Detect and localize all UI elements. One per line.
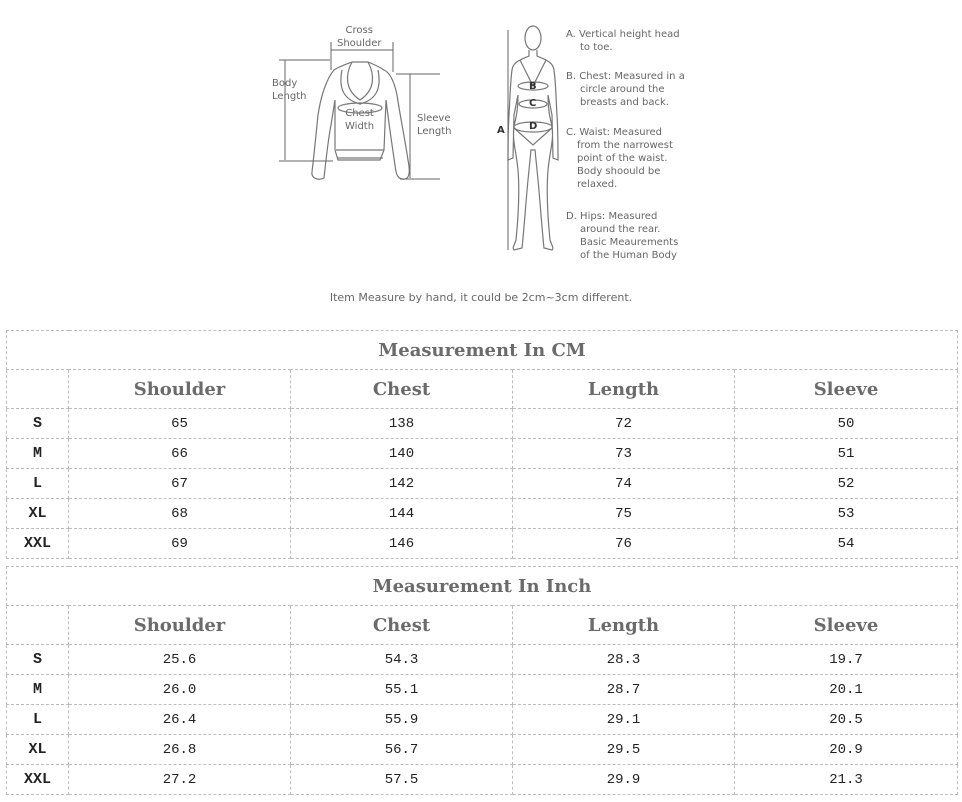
table-cell: 57.5 (291, 765, 513, 795)
size-label: L (7, 469, 69, 499)
table-cell: 72 (513, 409, 735, 439)
column-header: Length (513, 606, 735, 645)
table-cell: 26.4 (69, 705, 291, 735)
sleeve-length-label: Sleeve Length (417, 113, 452, 137)
table-cell: 20.9 (735, 735, 958, 765)
table-header-row (7, 370, 958, 409)
table-cell: 21.3 (735, 765, 958, 795)
table-cell: 144 (291, 499, 513, 529)
definition-a: A. Vertical height head to toe. (566, 29, 680, 53)
size-label: L (7, 705, 69, 735)
size-label: M (7, 675, 69, 705)
size-table-inch (6, 566, 958, 795)
size-label: XXL (7, 529, 69, 559)
table-cell: 69 (69, 529, 291, 559)
size-label: XL (7, 499, 69, 529)
size-header-cell (7, 606, 69, 645)
definition-c: C. Waist: Measured from the narrowest point of the waist. Body shoould be relaxed. (566, 127, 673, 190)
column-header: Shoulder (69, 606, 291, 645)
cross-shoulder-label: Cross Shoulder (337, 25, 382, 49)
table-cell: 29.5 (513, 735, 735, 765)
size-label: S (7, 645, 69, 675)
table-cell: 66 (69, 439, 291, 469)
table-row (7, 529, 958, 559)
measurement-diagram (0, 0, 962, 330)
table-cell: 52 (735, 469, 958, 499)
size-label: S (7, 409, 69, 439)
table-cell: 73 (513, 439, 735, 469)
table-cell: 25.6 (69, 645, 291, 675)
table-cell: 20.1 (735, 675, 958, 705)
table-cell: 68 (69, 499, 291, 529)
measurement-note: Item Measure by hand, it could be 2cm~3cm different. (329, 291, 633, 304)
table-title: Measurement In Inch (7, 567, 958, 606)
table-cell: 56.7 (291, 735, 513, 765)
table-cell: 50 (735, 409, 958, 439)
table-cell: 140 (291, 439, 513, 469)
table-cell: 138 (291, 409, 513, 439)
size-label: XXL (7, 765, 69, 795)
column-header: Shoulder (69, 370, 291, 409)
table-cell: 29.1 (513, 705, 735, 735)
column-header: Sleeve (735, 606, 958, 645)
table-cell: 19.7 (735, 645, 958, 675)
body-diagram (0, 0, 962, 290)
body-letter-d: D (529, 121, 538, 132)
chest-width-label: Chest Width (345, 108, 375, 132)
table-cell: 54 (735, 529, 958, 559)
table-title-row (7, 567, 958, 606)
table-row (7, 439, 958, 469)
table-cell: 76 (513, 529, 735, 559)
table-row (7, 705, 958, 735)
body-letter-b: B (529, 81, 537, 92)
size-table-cm (6, 330, 958, 559)
table-cell: 20.5 (735, 705, 958, 735)
table-cell: 27.2 (69, 765, 291, 795)
table-row (7, 499, 958, 529)
table-row (7, 409, 958, 439)
table-row (7, 675, 958, 705)
table-cell: 26.0 (69, 675, 291, 705)
table-title-row (7, 331, 958, 370)
column-header: Sleeve (735, 370, 958, 409)
table-cell: 54.3 (291, 645, 513, 675)
column-header: Length (513, 370, 735, 409)
table-cell: 26.8 (69, 735, 291, 765)
table-cell: 75 (513, 499, 735, 529)
table-cell: 55.9 (291, 705, 513, 735)
table-cell: 53 (735, 499, 958, 529)
table-cell: 29.9 (513, 765, 735, 795)
table-title: Measurement In CM (7, 331, 958, 370)
definition-b: B. Chest: Measured in a circle around the breasts and back. (566, 71, 685, 108)
table-row (7, 765, 958, 795)
table-cell: 65 (69, 409, 291, 439)
body-length-label: Body Length (272, 78, 307, 102)
table-cell: 51 (735, 439, 958, 469)
body-outline (508, 26, 558, 250)
table-cell: 146 (291, 529, 513, 559)
body-letter-c: C (529, 98, 537, 109)
table-row (7, 469, 958, 499)
column-header: Chest (291, 370, 513, 409)
definition-d: D. Hips: Measured around the rear. Basic Meaurements of the Human Body (566, 211, 679, 261)
table-row (7, 735, 958, 765)
table-cell: 142 (291, 469, 513, 499)
size-label: M (7, 439, 69, 469)
column-header: Chest (291, 606, 513, 645)
table-cell: 67 (69, 469, 291, 499)
table-cell: 28.3 (513, 645, 735, 675)
size-label: XL (7, 735, 69, 765)
table-cell: 55.1 (291, 675, 513, 705)
size-header-cell (7, 370, 69, 409)
table-cell: 74 (513, 469, 735, 499)
body-letter-a: A (497, 125, 505, 136)
table-header-row (7, 606, 958, 645)
table-cell: 28.7 (513, 675, 735, 705)
table-row (7, 645, 958, 675)
